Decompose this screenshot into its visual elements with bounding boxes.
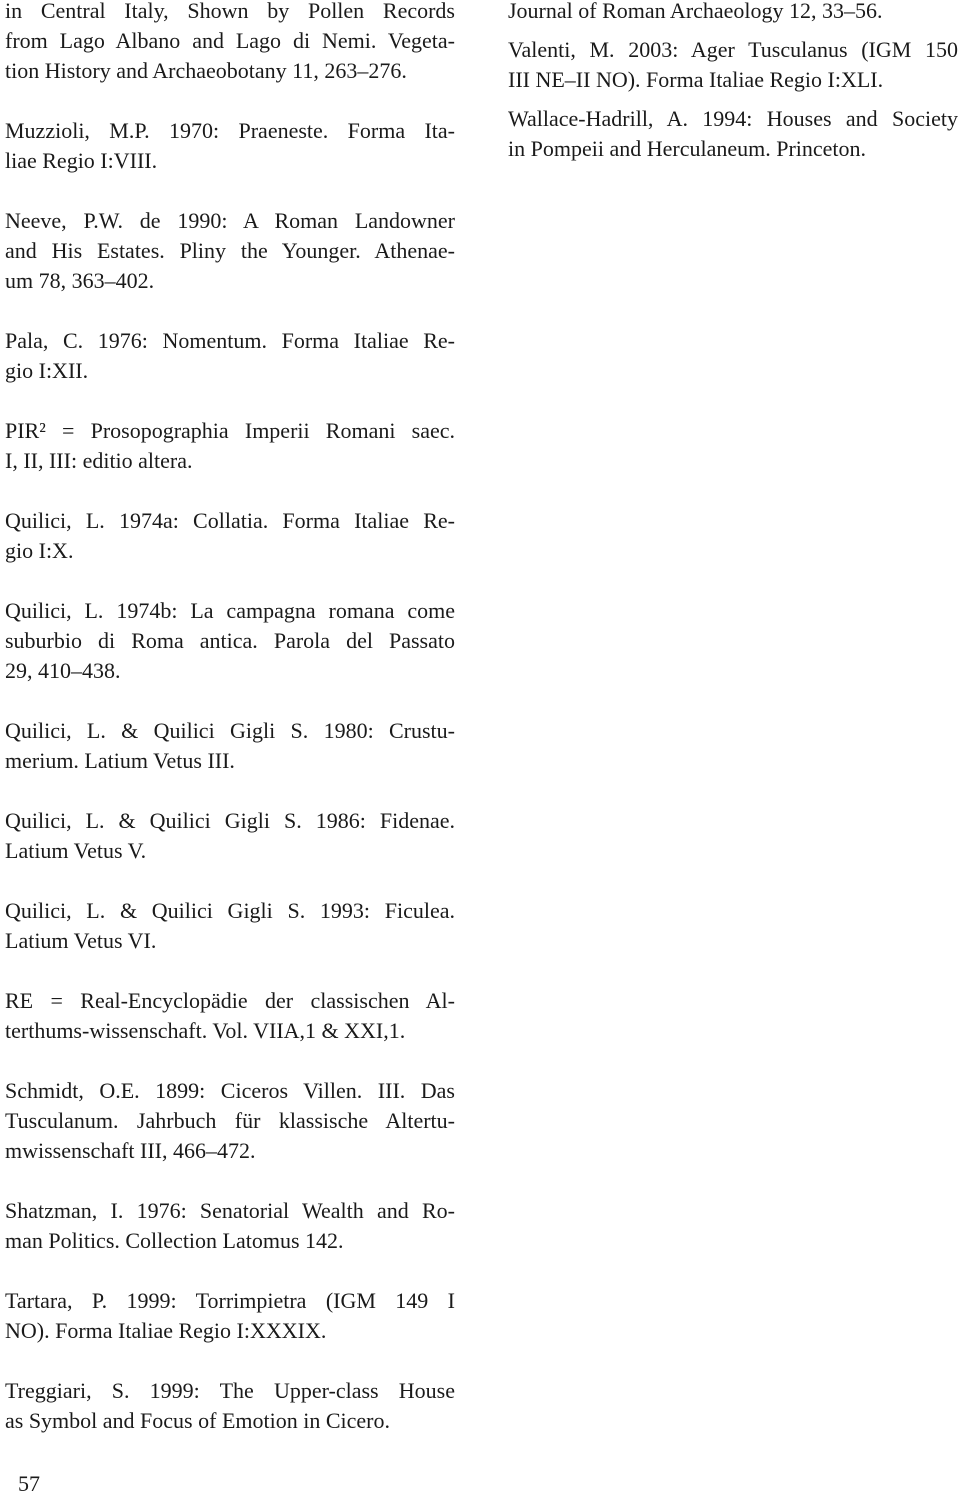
reference-line: from Lago Albano and Lago di Nemi. Vegeta- [5, 28, 455, 53]
reference-line: Treggiari, S. 1999: The Upper-class House [5, 1378, 455, 1403]
reference-entry-fragment [508, 0, 958, 26]
reference-line: tion History and Archaeobotany 11, 263–276. [5, 58, 407, 83]
reference-line: Quilici, L. 1974b: La campagna romana come [5, 598, 455, 623]
reference-entry [5, 206, 455, 296]
reference-line: I, II, III: editio altera. [5, 448, 193, 473]
reference-line: Valenti, M. 2003: Ager Tusculanus (IGM 150 [508, 37, 958, 62]
reference-line: NO). Forma Italiae Regio I:XXXIX. [5, 1318, 327, 1343]
reference-line: as Symbol and Focus of Emotion in Cicero. [5, 1408, 390, 1433]
reference-entry [5, 506, 455, 566]
reference-line: man Politics. Collection Latomus 142. [5, 1228, 344, 1253]
reference-line: Journal of Roman Archaeology 12, 33–56. [508, 0, 883, 23]
reference-entry [508, 35, 958, 95]
reference-entry [5, 1376, 455, 1436]
reference-entry [5, 116, 455, 176]
reference-line: Quilici, L. 1974a: Collatia. Forma Italiae Re- [5, 508, 455, 533]
reference-line: gio I:X. [5, 538, 74, 563]
reference-entry [5, 806, 455, 866]
reference-line: merium. Latium Vetus III. [5, 748, 235, 773]
reference-line: Latium Vetus VI. [5, 928, 157, 953]
reference-entry [5, 716, 455, 776]
reference-entry-fragment [5, 0, 455, 86]
reference-line: Tartara, P. 1999: Torrimpietra (IGM 149 I [5, 1288, 455, 1313]
reference-line: gio I:XII. [5, 358, 89, 383]
reference-entry [5, 1196, 455, 1256]
reference-line: Latium Vetus V. [5, 838, 147, 863]
reference-line: Quilici, L. & Quilici Gigli S. 1986: Fidenae. [5, 808, 455, 833]
reference-entry [5, 326, 455, 386]
reference-entry [5, 896, 455, 956]
reference-line: Muzzioli, M.P. 1970: Praeneste. Forma Ita- [5, 118, 455, 143]
reference-line: III NE–II NO). Forma Italiae Regio I:XLI. [508, 67, 884, 92]
reference-line: 29, 410–438. [5, 658, 121, 683]
reference-line: and His Estates. Pliny the Younger. Athenae- [5, 238, 455, 263]
reference-line: mwissenschaft III, 466–472. [5, 1138, 256, 1163]
reference-list-right-column [508, 0, 958, 194]
reference-line: RE = Real-Encyclopädie der classischen Al- [5, 988, 455, 1013]
reference-line: in Central Italy, Shown by Pollen Records [5, 0, 455, 23]
reference-line: PIR² = Prosopographia Imperii Romani saec. [5, 418, 455, 443]
reference-entry [5, 1286, 455, 1346]
reference-line: suburbio di Roma antica. Parola del Passato [5, 628, 455, 653]
reference-line: Neeve, P.W. de 1990: A Roman Landowner [5, 208, 455, 233]
reference-entry [5, 596, 455, 686]
reference-line: Shatzman, I. 1976: Senatorial Wealth and Ro- [5, 1198, 455, 1223]
reference-line: Tusculanum. Jahrbuch für klassische Altertu- [5, 1108, 455, 1133]
reference-line: Quilici, L. & Quilici Gigli S. 1993: Ficulea. [5, 898, 455, 923]
reference-entry [5, 416, 455, 476]
reference-line: in Pompeii and Herculaneum. Princeton. [508, 136, 867, 161]
reference-line: Schmidt, O.E. 1899: Ciceros Villen. III. Das [5, 1078, 455, 1103]
reference-entry [5, 986, 455, 1046]
reference-line: liae Regio I:VIII. [5, 148, 158, 173]
reference-line: terthums-wissenschaft. Vol. VIIA,1 & XXI,1. [5, 1018, 406, 1043]
reference-list-left-column [5, 0, 455, 1466]
reference-line: Pala, C. 1976: Nomentum. Forma Italiae Re- [5, 328, 455, 353]
reference-entry [5, 1076, 455, 1166]
reference-line: Quilici, L. & Quilici Gigli S. 1980: Crustu- [5, 718, 455, 743]
reference-line: Wallace-Hadrill, A. 1994: Houses and Society [508, 106, 958, 131]
page-number: 57 [18, 1471, 40, 1496]
reference-entry [508, 104, 958, 164]
reference-line: um 78, 363–402. [5, 268, 155, 293]
